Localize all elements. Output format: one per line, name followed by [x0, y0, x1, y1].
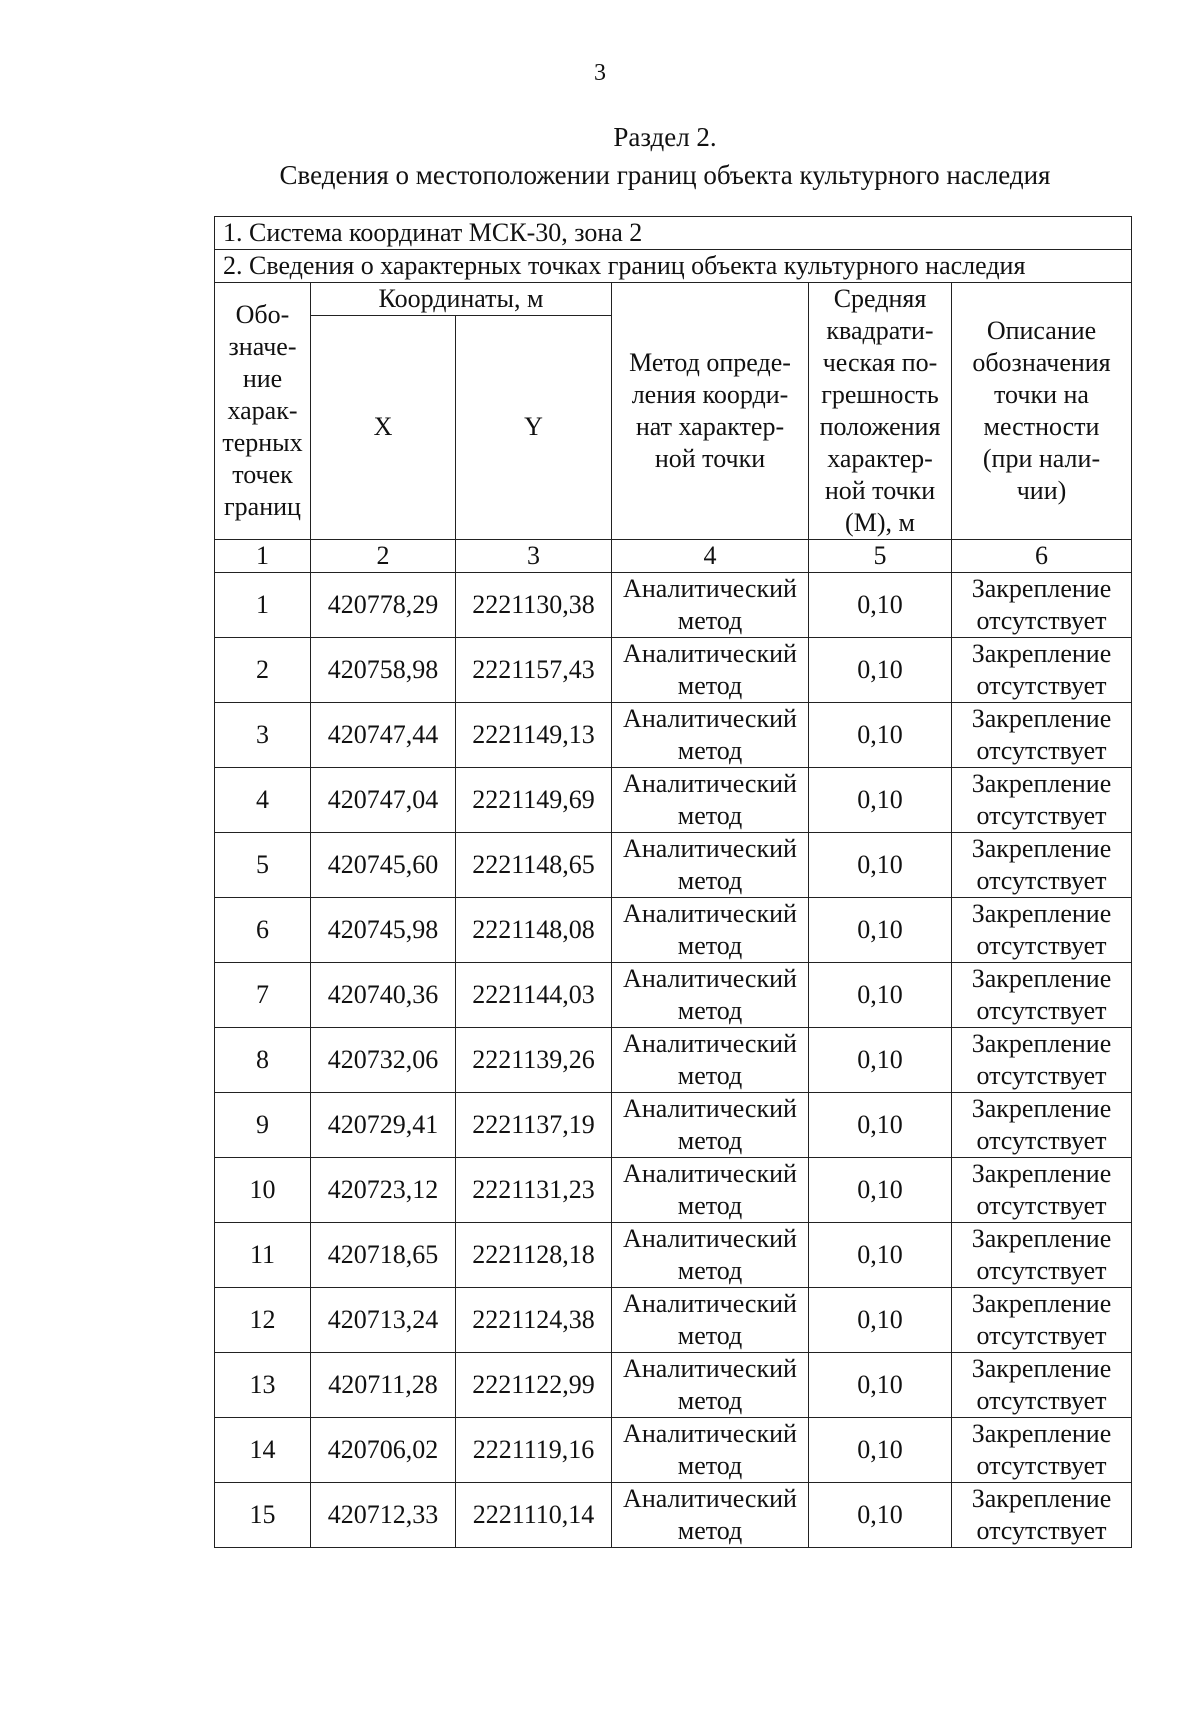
- header-line: Описание: [986, 316, 1097, 345]
- y-coordinate-cell: 2221122,99: [456, 1353, 612, 1418]
- method-line: Аналитический: [623, 1224, 797, 1253]
- description-cell: [952, 1418, 1132, 1483]
- header-x: X: [311, 315, 456, 539]
- header-line: ной точки: [654, 444, 766, 473]
- point-number-cell: 11: [215, 1223, 311, 1288]
- method-cell: [612, 703, 809, 768]
- column-number-6: 6: [952, 540, 1132, 573]
- description-line: отсутствует: [976, 671, 1107, 700]
- description-cell: [952, 1353, 1132, 1418]
- description-cell: [952, 833, 1132, 898]
- method-line: Аналитический: [623, 639, 797, 668]
- error-cell: 0,10: [809, 573, 952, 638]
- column-number-4: 4: [612, 540, 809, 573]
- point-number-cell: 4: [215, 768, 311, 833]
- header-description: [952, 283, 1132, 540]
- method-line: Аналитический: [623, 1094, 797, 1123]
- header-line: Обо-: [235, 300, 290, 329]
- description-cell: [952, 638, 1132, 703]
- x-coordinate-cell: 420745,98: [311, 898, 456, 963]
- header-line: положения: [819, 412, 941, 441]
- description-line: отсутствует: [976, 1386, 1107, 1415]
- description-cell: [952, 1028, 1132, 1093]
- method-line: метод: [677, 1451, 743, 1480]
- header-line: терных: [222, 428, 303, 457]
- y-coordinate-cell: 2221124,38: [456, 1288, 612, 1353]
- error-cell: 0,10: [809, 1418, 952, 1483]
- method-line: Аналитический: [623, 834, 797, 863]
- header-line: чии): [1016, 476, 1067, 505]
- header-coordinates: Координаты, м: [311, 283, 612, 316]
- method-cell: [612, 1418, 809, 1483]
- method-line: метод: [677, 1386, 743, 1415]
- section-heading: [0, 118, 1200, 194]
- point-number-cell: 13: [215, 1353, 311, 1418]
- error-cell: 0,10: [809, 1288, 952, 1353]
- column-number-1: 1: [215, 540, 311, 573]
- description-line: Закрепление: [971, 964, 1112, 993]
- page-number: 3: [594, 60, 606, 86]
- header-line: характер-: [827, 444, 933, 473]
- point-number-cell: 10: [215, 1158, 311, 1223]
- header-line: границ: [224, 492, 301, 521]
- description-cell: [952, 1223, 1132, 1288]
- table-row: [215, 1223, 1132, 1288]
- method-cell: [612, 833, 809, 898]
- header-line: местности: [983, 412, 1100, 441]
- error-cell: 0,10: [809, 1158, 952, 1223]
- table-row: [215, 573, 1132, 638]
- header-line: Метод опреде-: [629, 348, 791, 377]
- description-line: Закрепление: [971, 834, 1112, 863]
- column-number-5: 5: [809, 540, 952, 573]
- table-row: [215, 833, 1132, 898]
- method-line: метод: [677, 866, 743, 895]
- description-line: Закрепление: [971, 1029, 1112, 1058]
- table-row: [215, 1158, 1132, 1223]
- header-line: (при нали-: [982, 444, 1101, 473]
- method-line: метод: [677, 736, 743, 765]
- method-line: Аналитический: [623, 899, 797, 928]
- description-line: Закрепление: [971, 769, 1112, 798]
- method-cell: [612, 768, 809, 833]
- method-line: Аналитический: [623, 1354, 797, 1383]
- y-coordinate-cell: 2221149,13: [456, 703, 612, 768]
- header-line: ческая по-: [822, 348, 938, 377]
- description-line: отсутствует: [976, 1516, 1107, 1545]
- description-cell: [952, 1093, 1132, 1158]
- section-subtitle: Сведения о местоположении границ объекта культурного наследия: [279, 160, 1051, 190]
- method-line: Аналитический: [623, 769, 797, 798]
- y-coordinate-cell: 2221119,16: [456, 1418, 612, 1483]
- method-line: Аналитический: [623, 704, 797, 733]
- x-coordinate-cell: 420729,41: [311, 1093, 456, 1158]
- description-line: Закрепление: [971, 704, 1112, 733]
- description-cell: [952, 573, 1132, 638]
- method-cell: [612, 638, 809, 703]
- y-coordinate-cell: 2221137,19: [456, 1093, 612, 1158]
- boundary-points-table: [214, 216, 1132, 1548]
- description-cell: [952, 1483, 1132, 1548]
- description-line: отсутствует: [976, 1061, 1107, 1090]
- description-line: отсутствует: [976, 1256, 1107, 1285]
- method-line: метод: [677, 1321, 743, 1350]
- description-line: отсутствует: [976, 1451, 1107, 1480]
- method-cell: [612, 1353, 809, 1418]
- description-cell: [952, 768, 1132, 833]
- error-cell: 0,10: [809, 1028, 952, 1093]
- x-coordinate-cell: 420747,04: [311, 768, 456, 833]
- point-number-cell: 6: [215, 898, 311, 963]
- method-line: Аналитический: [623, 1419, 797, 1448]
- method-line: метод: [677, 801, 743, 830]
- table-row: [215, 898, 1132, 963]
- point-number-cell: 14: [215, 1418, 311, 1483]
- table-row: [215, 703, 1132, 768]
- table-row: [215, 1028, 1132, 1093]
- x-coordinate-cell: 420723,12: [311, 1158, 456, 1223]
- table-row: [215, 1093, 1132, 1158]
- description-line: отсутствует: [976, 866, 1107, 895]
- point-number-cell: 8: [215, 1028, 311, 1093]
- table-row: [215, 1353, 1132, 1418]
- table-row: [215, 768, 1132, 833]
- header-line: грешность: [821, 380, 939, 409]
- y-coordinate-cell: 2221149,69: [456, 768, 612, 833]
- header-line: ления коорди-: [631, 380, 789, 409]
- method-cell: [612, 1288, 809, 1353]
- error-cell: 0,10: [809, 703, 952, 768]
- coordinate-system-cell: 1. Система координат МСК-30, зона 2: [215, 217, 1132, 250]
- table-row: [215, 1288, 1132, 1353]
- header-y: Y: [456, 315, 612, 539]
- x-coordinate-cell: 420713,24: [311, 1288, 456, 1353]
- point-number-cell: 15: [215, 1483, 311, 1548]
- x-coordinate-cell: 420740,36: [311, 963, 456, 1028]
- x-coordinate-cell: 420706,02: [311, 1418, 456, 1483]
- header-error: [809, 283, 952, 540]
- table-row: [215, 638, 1132, 703]
- header-line: ной точки: [824, 476, 936, 505]
- description-cell: [952, 703, 1132, 768]
- header-line: значе-: [228, 332, 297, 361]
- x-coordinate-cell: 420711,28: [311, 1353, 456, 1418]
- point-number-cell: 2: [215, 638, 311, 703]
- description-line: отсутствует: [976, 996, 1107, 1025]
- error-cell: 0,10: [809, 898, 952, 963]
- description-line: Закрепление: [971, 639, 1112, 668]
- column-number-3: 3: [456, 540, 612, 573]
- description-cell: [952, 1288, 1132, 1353]
- description-line: отсутствует: [976, 1191, 1107, 1220]
- y-coordinate-cell: 2221130,38: [456, 573, 612, 638]
- error-cell: 0,10: [809, 638, 952, 703]
- table-row: [215, 1418, 1132, 1483]
- y-coordinate-cell: 2221148,65: [456, 833, 612, 898]
- y-coordinate-cell: 2221110,14: [456, 1483, 612, 1548]
- x-coordinate-cell: 420758,98: [311, 638, 456, 703]
- method-line: метод: [677, 1256, 743, 1285]
- method-line: метод: [677, 1061, 743, 1090]
- method-cell: [612, 963, 809, 1028]
- method-cell: [612, 1093, 809, 1158]
- method-line: Аналитический: [623, 1289, 797, 1318]
- table-row: [215, 1483, 1132, 1548]
- method-line: Аналитический: [623, 574, 797, 603]
- description-cell: [952, 1158, 1132, 1223]
- y-coordinate-cell: 2221148,08: [456, 898, 612, 963]
- description-line: Закрепление: [971, 1484, 1112, 1513]
- point-number-cell: 5: [215, 833, 311, 898]
- section-title: Раздел 2.: [613, 122, 717, 152]
- error-cell: 0,10: [809, 833, 952, 898]
- method-line: метод: [677, 1191, 743, 1220]
- header-line: обозначения: [972, 348, 1111, 377]
- point-number-cell: 3: [215, 703, 311, 768]
- coordinate-system-row: [215, 217, 1132, 250]
- description-line: Закрепление: [971, 899, 1112, 928]
- y-coordinate-cell: 2221131,23: [456, 1158, 612, 1223]
- method-cell: [612, 898, 809, 963]
- point-number-cell: 12: [215, 1288, 311, 1353]
- header-designation: [215, 283, 311, 540]
- method-line: Аналитический: [623, 964, 797, 993]
- description-line: Закрепление: [971, 1159, 1112, 1188]
- points-info-row: [215, 250, 1132, 283]
- method-line: метод: [677, 996, 743, 1025]
- method-cell: [612, 573, 809, 638]
- method-line: метод: [677, 1126, 743, 1155]
- header-line: квадрати-: [826, 316, 934, 345]
- y-coordinate-cell: 2221144,03: [456, 963, 612, 1028]
- description-line: отсутствует: [976, 1321, 1107, 1350]
- description-line: отсутствует: [976, 1126, 1107, 1155]
- description-line: Закрепление: [971, 1419, 1112, 1448]
- method-cell: [612, 1483, 809, 1548]
- points-info-cell: 2. Сведения о характерных точках границ объекта культурного наследия: [215, 250, 1132, 283]
- error-cell: 0,10: [809, 1483, 952, 1548]
- description-line: Закрепление: [971, 1094, 1112, 1123]
- x-coordinate-cell: 420778,29: [311, 573, 456, 638]
- method-cell: [612, 1223, 809, 1288]
- error-cell: 0,10: [809, 1353, 952, 1418]
- method-line: Аналитический: [623, 1029, 797, 1058]
- description-line: Закрепление: [971, 1224, 1112, 1253]
- error-cell: 0,10: [809, 1223, 952, 1288]
- x-coordinate-cell: 420718,65: [311, 1223, 456, 1288]
- error-cell: 0,10: [809, 1093, 952, 1158]
- error-cell: 0,10: [809, 963, 952, 1028]
- description-cell: [952, 898, 1132, 963]
- description-line: Закрепление: [971, 1354, 1112, 1383]
- description-line: отсутствует: [976, 931, 1107, 960]
- method-line: метод: [677, 931, 743, 960]
- description-line: Закрепление: [971, 1289, 1112, 1318]
- description-line: отсутствует: [976, 736, 1107, 765]
- header-line: (М), м: [845, 508, 915, 537]
- point-number-cell: 9: [215, 1093, 311, 1158]
- method-line: метод: [677, 671, 743, 700]
- header-row-1: [215, 283, 1132, 316]
- method-line: Аналитический: [623, 1159, 797, 1188]
- description-line: отсутствует: [976, 801, 1107, 830]
- method-line: метод: [677, 606, 743, 635]
- method-line: метод: [677, 1516, 743, 1545]
- method-line: Аналитический: [623, 1484, 797, 1513]
- description-line: Закрепление: [971, 574, 1112, 603]
- header-line: нат характер-: [635, 412, 785, 441]
- y-coordinate-cell: 2221157,43: [456, 638, 612, 703]
- point-number-cell: 1: [215, 573, 311, 638]
- header-line: точки на: [994, 380, 1089, 409]
- y-coordinate-cell: 2221128,18: [456, 1223, 612, 1288]
- description-cell: [952, 963, 1132, 1028]
- header-line: харак-: [227, 396, 298, 425]
- header-method: [612, 283, 809, 540]
- header-line: Средняя: [833, 284, 927, 313]
- x-coordinate-cell: 420747,44: [311, 703, 456, 768]
- x-coordinate-cell: 420712,33: [311, 1483, 456, 1548]
- header-line: точек: [232, 460, 293, 489]
- x-coordinate-cell: 420745,60: [311, 833, 456, 898]
- x-coordinate-cell: 420732,06: [311, 1028, 456, 1093]
- point-number-cell: 7: [215, 963, 311, 1028]
- y-coordinate-cell: 2221139,26: [456, 1028, 612, 1093]
- method-cell: [612, 1158, 809, 1223]
- description-line: отсутствует: [976, 606, 1107, 635]
- error-cell: 0,10: [809, 768, 952, 833]
- column-numbers-row: [215, 540, 1132, 573]
- table-row: [215, 963, 1132, 1028]
- column-number-2: 2: [311, 540, 456, 573]
- header-line: ние: [242, 364, 283, 393]
- method-cell: [612, 1028, 809, 1093]
